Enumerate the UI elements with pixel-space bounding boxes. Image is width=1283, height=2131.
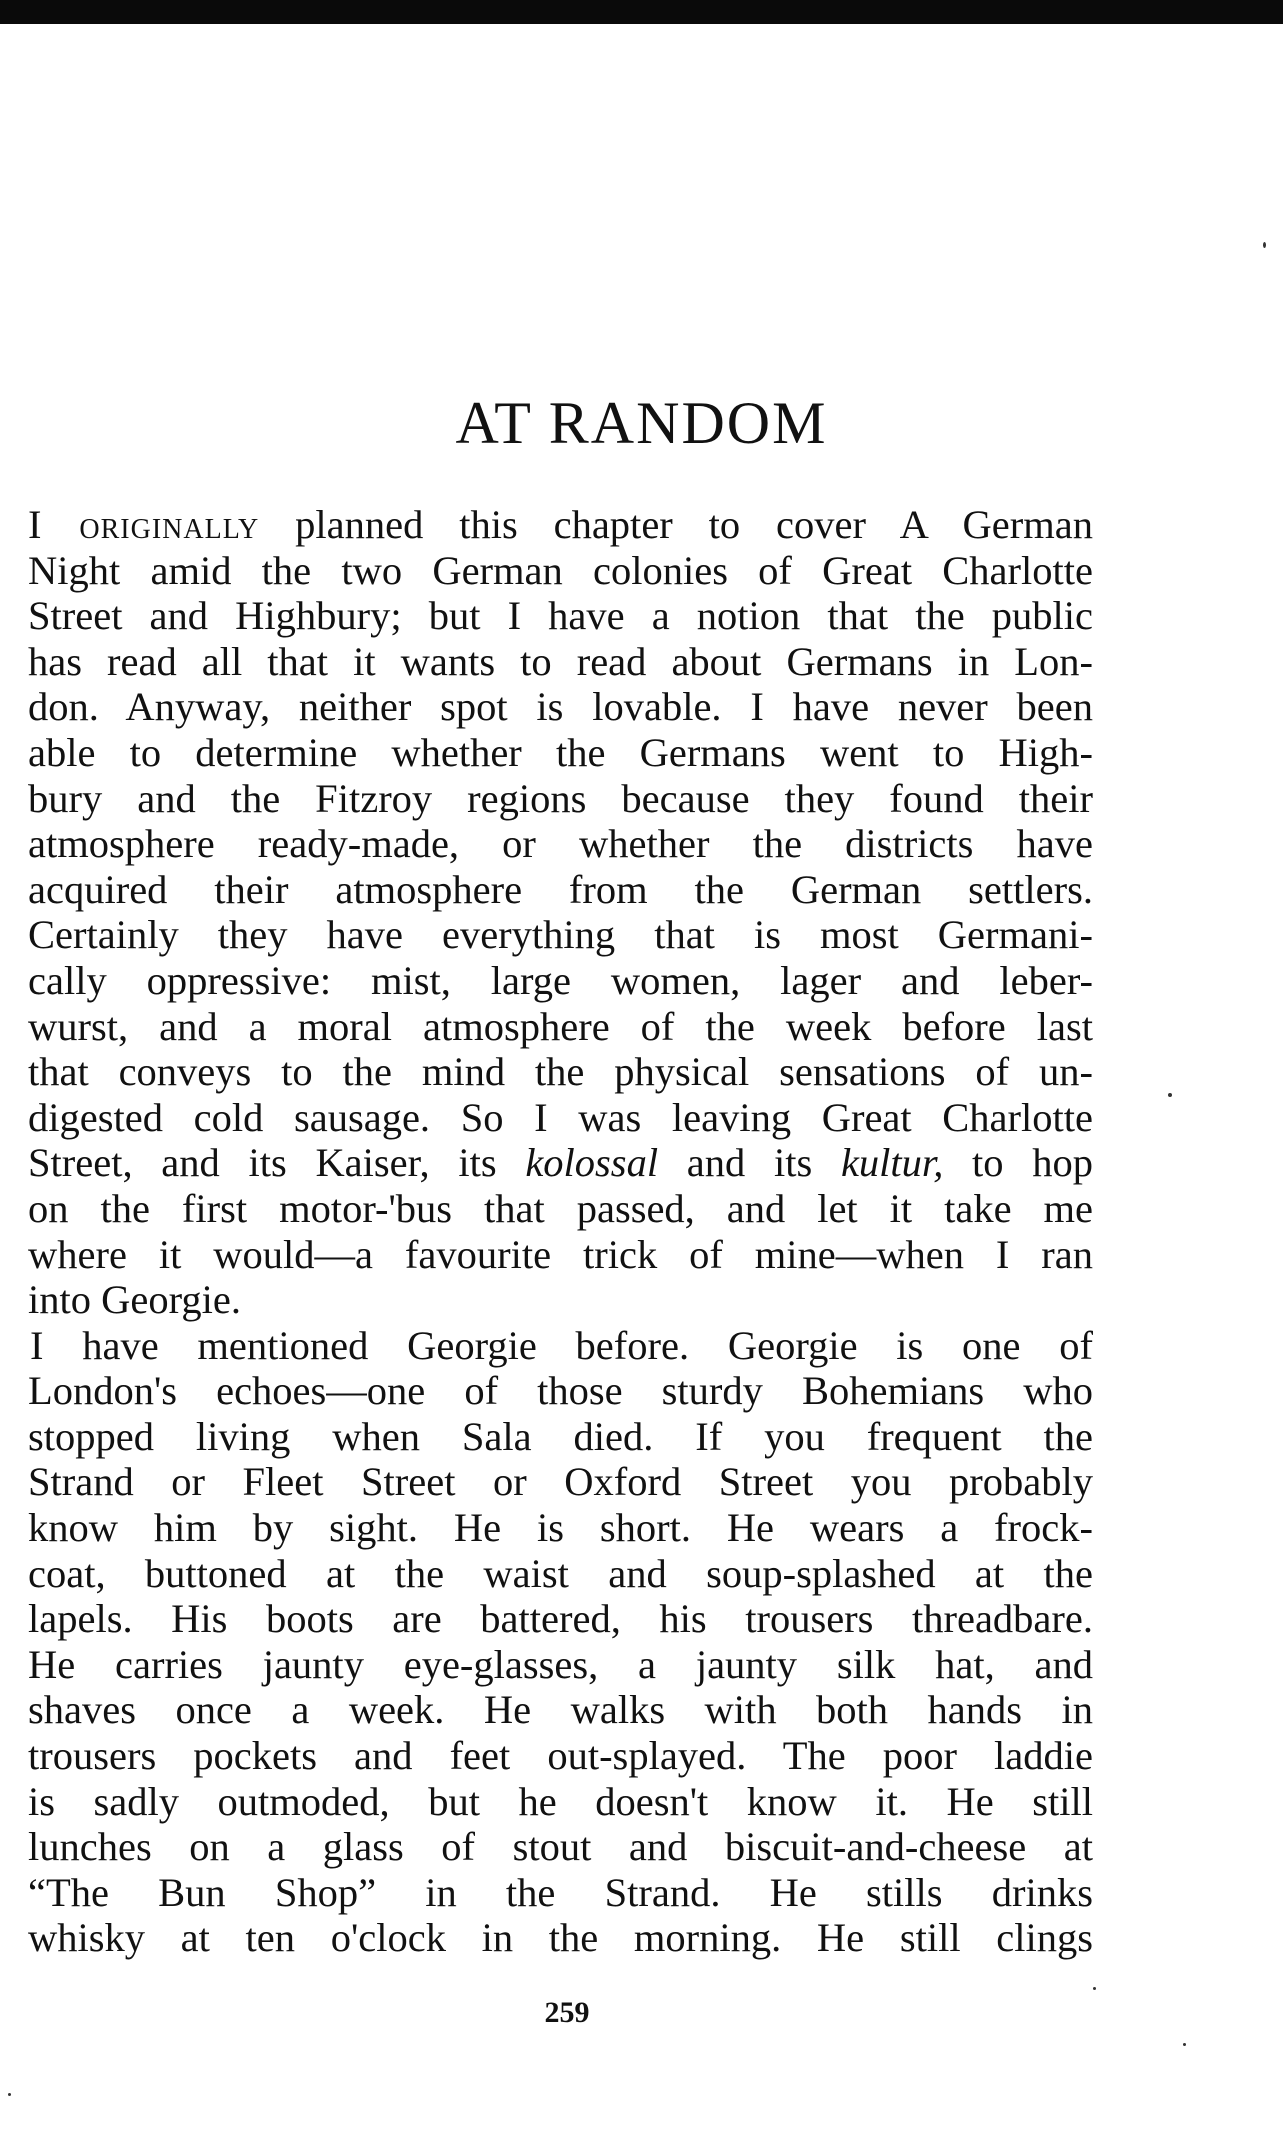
text-line: know him by sight. He is short. He wears a frock-: [28, 1505, 1093, 1551]
text-line: wurst, and a moral atmosphere of the week before last: [28, 1003, 1093, 1049]
page-number: 259: [544, 1996, 590, 2029]
text-line: “The Bun Shop” in the Strand. He stills drinks: [28, 1869, 1093, 1915]
text-line: He carries jaunty eye-glasses, a jaunty silk hat, and: [28, 1641, 1093, 1687]
text-line: whisky at ten o'clock in the morning. He still clings: [28, 1915, 1093, 1961]
text-line: lunches on a glass of stout and biscuit-and-cheese at: [28, 1824, 1093, 1870]
text-line: able to determine whether the Germans went to High-: [28, 729, 1093, 775]
line-text: planned this chapter to cover A German: [295, 502, 1093, 547]
text-line: has read all that it wants to read about Germans in Lon-: [28, 638, 1093, 684]
text-line: digested cold sausage. So I was leaving Great Charlotte: [28, 1094, 1093, 1140]
text-line: don. Anyway, neither spot is lovable. I have never been: [28, 684, 1093, 730]
text-line: [28, 502, 1093, 548]
text-line: cally oppressive: mist, large women, lager and leber-: [28, 957, 1093, 1003]
text-line: is sadly outmoded, but he doesn't know it. He still: [28, 1778, 1093, 1824]
text-line: bury and the Fitzroy regions because they found their: [28, 775, 1093, 821]
paragraph-1: [28, 502, 1093, 1323]
scan-speck: [1093, 1987, 1096, 1990]
text-line: Street and Highbury; but I have a notion that the public: [28, 593, 1093, 639]
text-line: I have mentioned Georgie before. Georgie is one of: [30, 1322, 1093, 1368]
text-line: into Georgie.: [28, 1277, 241, 1323]
text-line: London's echoes—one of those sturdy Bohemians who: [28, 1368, 1093, 1414]
scan-speck: [1263, 242, 1266, 248]
scan-speck: [1183, 2043, 1186, 2046]
text-line: Strand or Fleet Street or Oxford Street you probably: [28, 1459, 1093, 1505]
text-line: where it would—a favourite trick of mine—when I ran: [28, 1231, 1093, 1277]
text-line: acquired their atmosphere from the German settlers.: [28, 866, 1093, 912]
top-scan-border: [0, 0, 1283, 24]
italic-word-kolossal: kolossal: [525, 1140, 659, 1186]
text-line: Certainly they have everything that is most Germani-: [28, 912, 1093, 958]
line-text: Street, and its Kaiser, its: [28, 1140, 497, 1186]
opening-small-caps: I originally: [28, 502, 260, 547]
text-line: lapels. His boots are battered, his trousers threadbare.: [28, 1596, 1093, 1642]
line-text: to hop: [972, 1140, 1093, 1186]
text-line: atmosphere ready-made, or whether the districts have: [28, 821, 1093, 867]
paragraph-2: [28, 1323, 1093, 1961]
text-line: on the first motor-'bus that passed, and let it take me: [28, 1185, 1093, 1231]
italic-word-kultur: kultur,: [840, 1140, 944, 1186]
text-line: that conveys to the mind the physical sensations of un-: [28, 1049, 1093, 1095]
text-line: shaves once a week. He walks with both hands in: [28, 1687, 1093, 1733]
scan-speck: [1168, 1093, 1172, 1097]
chapter-title: AT RANDOM: [455, 390, 828, 456]
text-line: stopped living when Sala died. If you frequent the: [28, 1413, 1093, 1459]
text-line: Night amid the two German colonies of Great Charlotte: [28, 547, 1093, 593]
scan-speck: [8, 2093, 11, 2096]
text-line: [28, 1140, 1093, 1186]
text-line: coat, buttoned at the waist and soup-splashed at the: [28, 1550, 1093, 1596]
line-text: and its: [686, 1140, 813, 1186]
text-line: trousers pockets and feet out-splayed. The poor laddie: [28, 1733, 1093, 1779]
body-text: [28, 502, 1093, 1961]
